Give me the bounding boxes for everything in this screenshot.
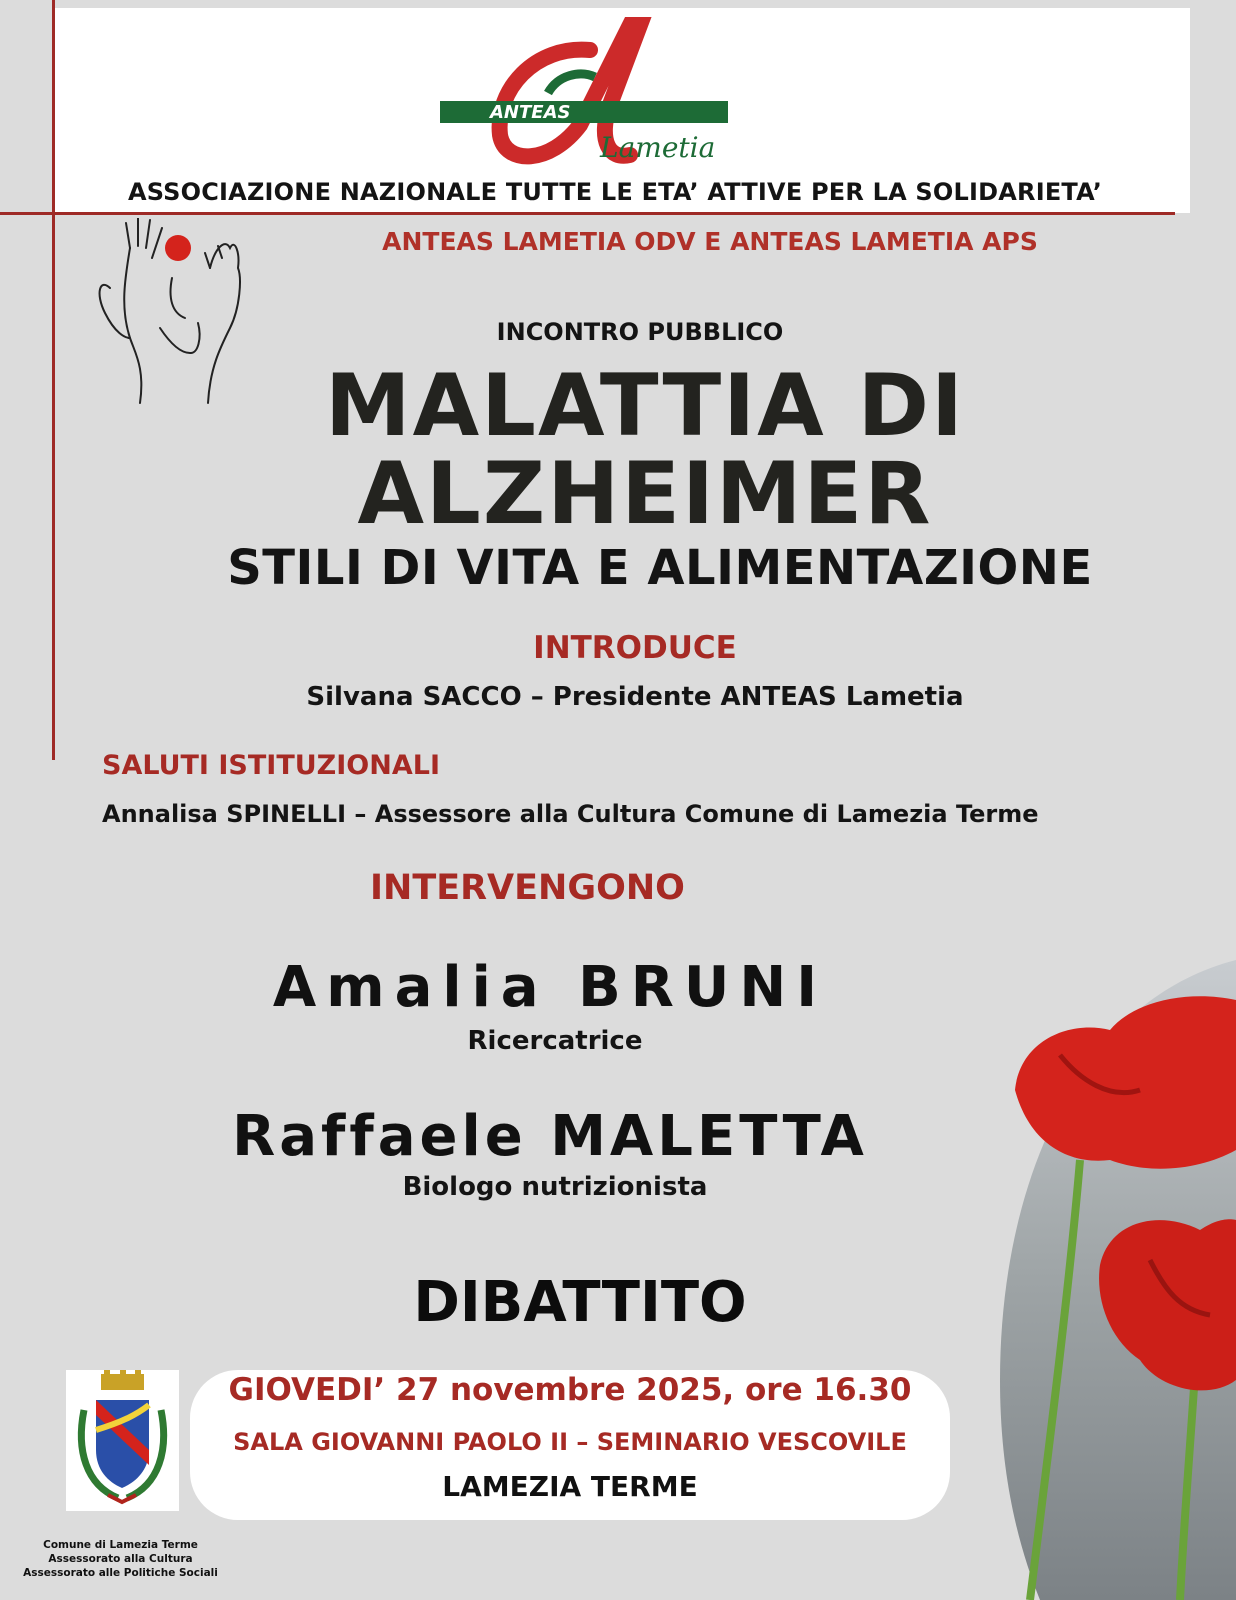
anteas-logo <box>440 15 750 173</box>
speaker-2-name: Raffaele MALETTA <box>232 1104 868 1169</box>
introduce-heading: INTRODUCE <box>533 630 737 666</box>
logo-brand-text: ANTEAS <box>490 102 571 123</box>
patronage-line-2: Assessorato alla Cultura <box>48 1553 193 1565</box>
comune-crest-icon <box>66 1370 179 1511</box>
patronage-line-3: Assessorato alle Politiche Sociali <box>23 1567 218 1579</box>
intervengono-heading: INTERVENGONO <box>370 868 685 908</box>
logo-city-text: Lametia <box>600 131 716 164</box>
speaker-1-role: Ricercatrice <box>467 1026 643 1056</box>
title-line-1: MALATTIA DI <box>325 356 965 456</box>
event-date: GIOVEDI’ 27 novembre 2025, ore 16.30 <box>228 1372 912 1408</box>
red-tulips-image <box>960 960 1236 1600</box>
event-city: LAMEZIA TERME <box>442 1470 698 1503</box>
crest-panel <box>66 1370 179 1511</box>
vertical-red-line <box>52 0 55 760</box>
horizontal-red-line <box>0 212 1175 215</box>
event-subtitle: STILI DI VITA E ALIMENTAZIONE <box>227 540 1093 596</box>
patronage-line-1: Comune di Lamezia Terme <box>43 1539 198 1551</box>
patronage-text <box>8 1538 233 1580</box>
introducer-name: Silvana SACCO – Presidente ANTEAS Lametia <box>306 682 964 712</box>
title-line-2: ALZHEIMER <box>357 444 933 544</box>
association-name: ASSOCIAZIONE NAZIONALE TUTTE LE ETA’ ATTIVE PER LA SOLIDARIETA’ <box>127 178 1103 206</box>
event-type: INCONTRO PUBBLICO <box>496 318 784 346</box>
saluti-heading: SALUTI ISTITUZIONALI <box>102 750 440 781</box>
saluti-person: Annalisa SPINELLI – Assessore alla Cultura Comune di Lamezia Terme <box>102 800 1039 828</box>
organizers: ANTEAS LAMETIA ODV E ANTEAS LAMETIA APS <box>382 227 1038 256</box>
dibattito-label: DIBATTITO <box>413 1270 747 1335</box>
speaker-2-role: Biologo nutrizionista <box>402 1172 708 1202</box>
speaker-1-name: Amalia BRUNI <box>272 955 828 1020</box>
event-venue: SALA GIOVANNI PAOLO II – SEMINARIO VESCOVILE <box>233 1428 907 1456</box>
